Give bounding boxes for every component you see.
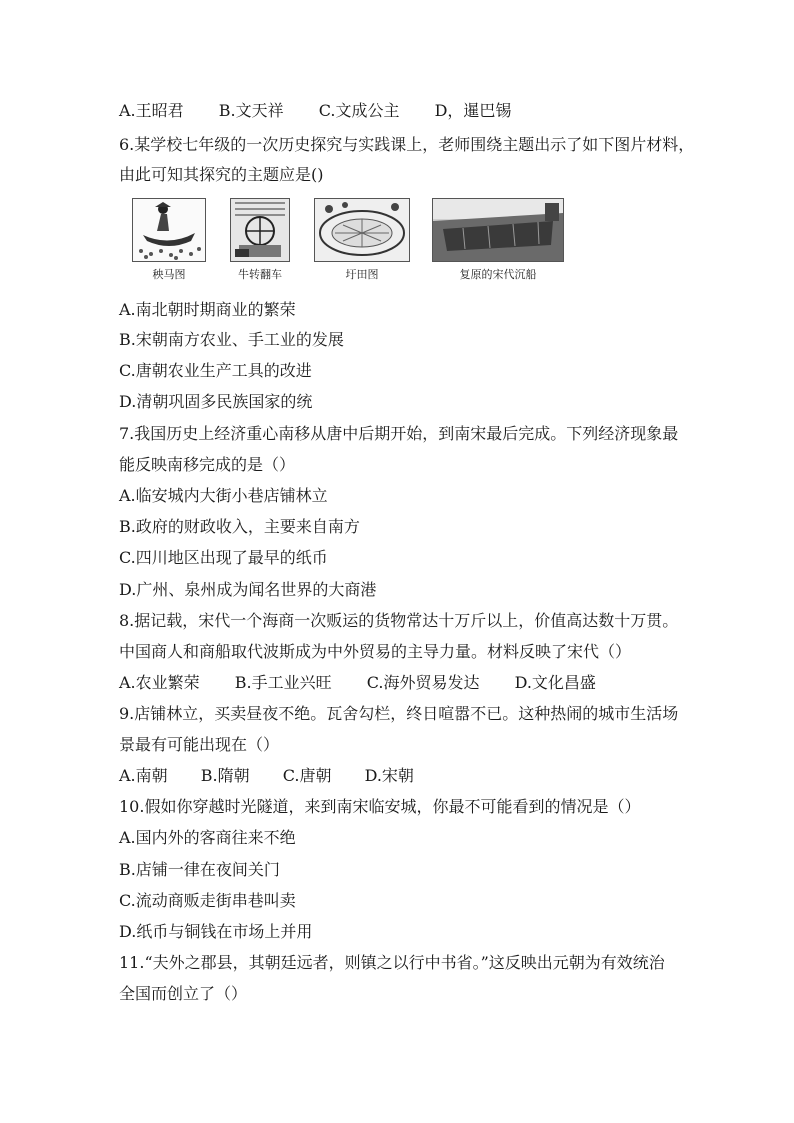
- q6-figure-1-caption: 秧马图: [152, 268, 186, 281]
- q8-option-b: B.手工业兴旺: [234, 673, 332, 692]
- q7-option-b: B.政府的财政收入，主要来自南方: [119, 517, 360, 536]
- q6-option-b: B.宋朝南方农业、手工业的发展: [119, 330, 344, 349]
- q11-stem-line2: 全国而创立了（）: [119, 984, 248, 1003]
- q5-option-c: C.文成公主: [318, 101, 400, 120]
- q9-option-a: A.南朝: [119, 766, 168, 785]
- q6-figure-3: [314, 198, 410, 282]
- q6-figure-4-caption: 复原的宋代沉船: [459, 268, 537, 281]
- enclosed-fields-icon: [314, 198, 410, 262]
- q5-options: [119, 101, 541, 121]
- q6-figure-1: [132, 198, 206, 282]
- q7-stem-line1: 7.我国历史上经济重心南移从唐中后期开始，到南宋最后完成。下列经济现象最: [119, 424, 679, 443]
- ox-driven-waterwheel-icon: [230, 198, 290, 262]
- q7-option-a: A.临安城内大街小巷店铺林立: [119, 486, 328, 505]
- q6-option-a: A.南北朝时期商业的繁荣: [119, 300, 296, 319]
- q6-stem-line2: 由此可知其探究的主题应是(): [119, 165, 324, 184]
- q9-option-d: D.宋朝: [364, 766, 414, 785]
- q6-figure-3-caption: 圩田图: [345, 268, 379, 281]
- q6-figure-2-caption: 牛转翻车: [238, 268, 282, 281]
- q9-stem-line1: 9.店铺林立，买卖昼夜不绝。瓦舍勾栏，终日喧嚣不已。这种热闹的城市生活场: [119, 704, 679, 723]
- q6-stem-line1: 6.某学校七年级的一次历史探究与实践课上，老师围绕主题出示了如下图片材料，: [119, 135, 695, 154]
- q10-stem-line1: 10.假如你穿越时光隧道，来到南宋临安城，你最不可能看到的情况是（）: [119, 797, 641, 816]
- q8-stem-line2: 中国商人和商船取代波斯成为中外贸易的主导力量。材料反映了宋代（）: [119, 642, 632, 661]
- q10-option-b: B.店铺一律在夜间关门: [119, 860, 280, 879]
- restored-song-shipwreck-icon: [432, 198, 564, 262]
- q8-option-c: C.海外贸易发达: [366, 673, 480, 692]
- q10-option-d: D.纸币与铜钱在市场上并用: [119, 922, 313, 941]
- q8-options: [119, 673, 626, 693]
- q9-option-b: B.隋朝: [200, 766, 250, 785]
- q6-option-d: D.清朝巩固多民族国家的统: [119, 392, 313, 411]
- q10-option-a: A.国内外的客商往来不绝: [119, 828, 296, 847]
- q6-figure-2: [230, 198, 290, 282]
- q8-stem-line1: 8.据记载，宋代一个海商一次贩运的货物常达十万斤以上，价值高达数十万贯。: [119, 611, 679, 630]
- q10-option-c: C.流动商贩走街串巷叫卖: [119, 891, 296, 910]
- q5-option-d: D，暹巴锡: [434, 101, 512, 120]
- q6-figures: [132, 198, 572, 288]
- q7-option-d: D.广州、泉州成为闻名世界的大商港: [119, 580, 377, 599]
- q8-option-d: D.文化昌盛: [514, 673, 596, 692]
- q9-option-c: C.唐朝: [282, 766, 332, 785]
- q6-option-c: C.唐朝农业生产工具的改进: [119, 361, 312, 380]
- q5-option-a: A.王昭君: [119, 101, 184, 120]
- q5-option-b: B.文天祥: [218, 101, 284, 120]
- farmer-on-rice-seedling-horse-icon: [132, 198, 206, 262]
- q9-stem-line2: 景最有可能出现在（）: [119, 735, 280, 754]
- q11-stem-line1: 11.“夫外之郡县，其朝廷远者，则镇之以行中书省。”这反映出元朝为有效统治: [119, 953, 665, 972]
- q9-options: [119, 766, 444, 786]
- q8-option-a: A.农业繁荣: [119, 673, 200, 692]
- q7-option-c: C.四川地区出现了最早的纸币: [119, 548, 328, 567]
- q7-stem-line2: 能反映南移完成的是（）: [119, 455, 296, 474]
- q6-figure-4: [432, 198, 564, 282]
